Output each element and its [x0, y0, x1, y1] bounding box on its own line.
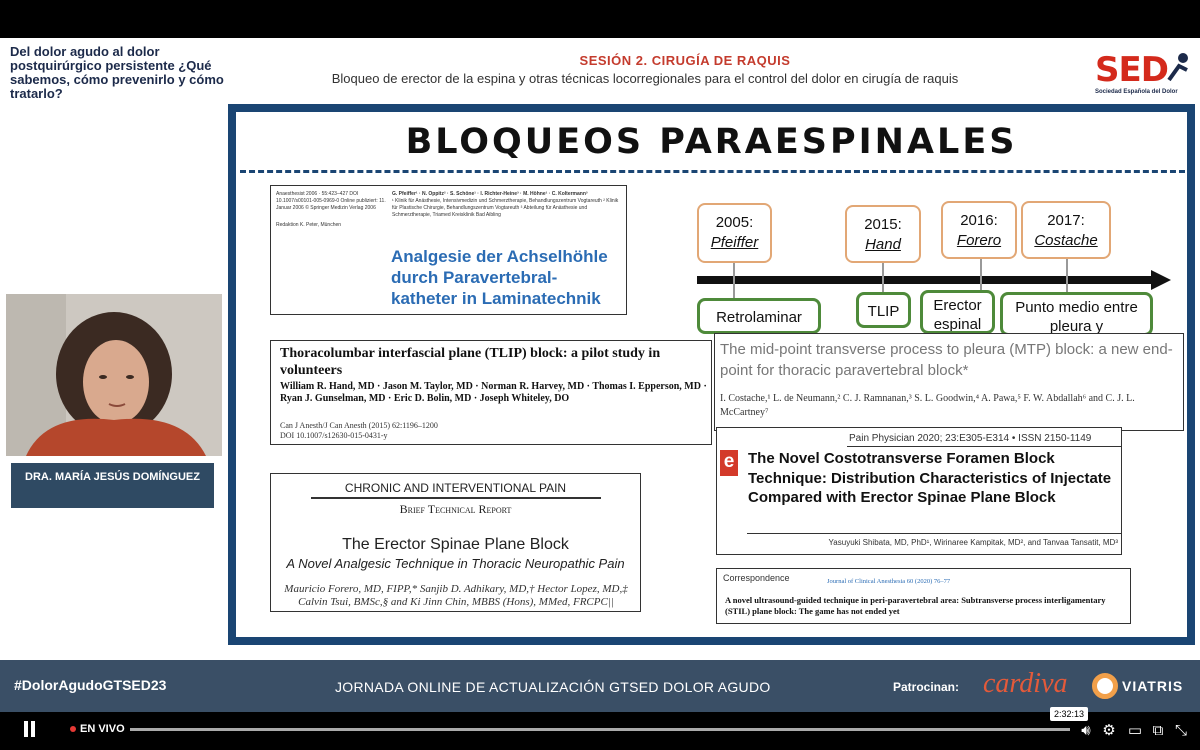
timeline-author: Costache: [1034, 232, 1098, 249]
slide-divider: [240, 170, 1185, 173]
timeline-year-2016: [941, 201, 1017, 259]
paper-title: Analgesie der Achselhöhle durch Paravertebral-katheter in Laminatechnik: [391, 247, 608, 308]
slide-title: BLOQUEOS PARAESPINALES: [405, 122, 1018, 162]
paper-section: CHRONIC AND INTERVENTIONAL PAIN: [344, 481, 567, 495]
paper-authors: Yasuyuki Shibata, MD, PhD¹, Wirinaree Kampitak, MD², and Tanvaa Tansatit, MD³: [828, 538, 1118, 547]
event-hashtag: #DolorAgudoGTSED23: [14, 677, 167, 693]
pip-icon[interactable]: ⧉: [1152, 721, 1164, 739]
miniplayer-icon[interactable]: ▭: [1127, 721, 1143, 739]
speaker-figure: [6, 294, 222, 456]
timeline-year-2015: [845, 205, 921, 263]
paper-title: The Erector Spinae Plane Block: [342, 536, 569, 553]
speaker-name-label: DRA. MARÍA JESÚS DOMÍNGUEZ: [11, 463, 214, 508]
timeline-year: 2017:: [1047, 212, 1085, 229]
timeline-stem: [980, 258, 982, 292]
paper-doi: DOI 10.1007/s12630-015-0431-y: [280, 431, 388, 440]
event-title: JORNADA ONLINE DE ACTUALIZACIÓN GTSED DOLOR AGUDO: [335, 679, 771, 695]
timeline-author: Hand: [865, 236, 901, 253]
time-tooltip: 2:32:13: [1050, 707, 1088, 721]
timeline-technique-retrolaminar: Retrolaminar: [697, 298, 821, 334]
timeline-author: Forero: [956, 232, 1002, 249]
fullscreen-exit-icon[interactable]: ⤡: [1174, 721, 1187, 739]
paper-meta: [276, 191, 386, 229]
volume-icon[interactable]: 🔊︎: [1081, 721, 1091, 739]
sponsor-label: Patrocinan:: [893, 680, 960, 694]
paper-rule: [747, 533, 1122, 534]
paper-title: The mid-point transverse process to pleura (MTP) block: a new end-point for thoracic paravertebral block*: [720, 341, 1173, 379]
session-title: SESIÓN 2. CIRUGÍA DE RAQUIS: [579, 53, 791, 68]
paper-costache: [714, 333, 1184, 431]
sed-logo-figure-icon: [1165, 52, 1191, 82]
sed-logo: [1095, 50, 1195, 98]
player-controls: [0, 712, 1200, 750]
paper-forero: [270, 473, 641, 612]
paper-rule: [847, 446, 1122, 447]
timeline-year: 2005:: [715, 214, 754, 231]
paper-shibata: [716, 427, 1122, 555]
paper-title: Thoracolumbar interfascial plane (TLIP) block: a pilot study in volunteers: [280, 346, 661, 378]
timeline-stem: [882, 262, 884, 294]
timeline-arrow-head-icon: [1151, 270, 1171, 290]
course-title: Del dolor agudo al dolor postquirúrgico persistente ¿Qué sabemos, cómo prevenirlo y cómo tratarlo?: [10, 44, 224, 101]
live-label[interactable]: EN VIVO: [80, 723, 125, 735]
paper-authors: Mauricio Forero, MD, FIPP,* Sanjib D. Adhikary, MD,† Hector Lopez, MD,‡ Calvin Tsui, BMSc,§ and Ki Jinn Chin, MBBS (Hons), MMed, FRCPC||: [284, 583, 628, 608]
paper-rule: [311, 497, 601, 499]
paper-meta-text: Anaesthesist 2006 · 55:423–427 DOI 10.1007/s00101-005-0969-0 Online publiziert: 11. Januar 2006 © Springer Medizin Verlag 2006: [276, 191, 386, 211]
journal-logo-icon: e: [720, 450, 738, 476]
paper-authors: I. Costache,¹ L. de Neumann,² C. J. Ramnanan,³ S. L. Goodwin,⁴ A. Pawa,⁵ F. W. Abdallah⁶ and C. J. L. McCartney⁷: [720, 393, 1135, 418]
paper-journal: Can J Anesth/J Can Anesth (2015) 62:1196–1200: [280, 421, 438, 430]
timeline-stem: [733, 262, 735, 300]
settings-icon[interactable]: ⚙: [1102, 721, 1116, 739]
paper-citation: [280, 421, 710, 441]
sed-logo-subtitle: Sociedad Española del Dolor: [1095, 89, 1178, 95]
timeline-arrow: [697, 276, 1155, 284]
session-subtitle: Bloqueo de erector de la espina y otras técnicas locorregionales para el control del dolor en cirugía de raquis: [331, 71, 959, 86]
paper-title: The Novel Costotransverse Foramen Block Technique: Distribution Characteristics of Injectate Compared with Erector Spinae Plane Block: [748, 450, 1112, 506]
paper-label: Correspondence: [723, 573, 790, 583]
paper-author-list: G. Pfeiffer¹ · N. Oppitz² · S. Schöne¹ · I. Richter-Heine³ · M. Höhne¹ · C. Koltermann³: [392, 191, 588, 197]
timeline-stem: [1066, 258, 1068, 294]
paper-journal: Pain Physician 2020; 23:E305-E314 • ISSN 2150-1149: [849, 433, 1092, 444]
paper-type: Brief Technical Report: [399, 502, 512, 516]
timeline-year: 2015:: [864, 216, 902, 233]
timeline-author: Pfeiffer: [710, 234, 759, 251]
paper-affiliations: ¹ Klinik für Anästhesie, Intensivmedizin und Schmerztherapie, Behandlungszentrum Vogtareuth ² Klinik für Plastische Chirurgie, Behandlungszentrum Vogtareuth ³ Abteilung für Anästhesie und Schmerztherapie, Triamed Kreisklinik Bad Aibling: [392, 198, 619, 218]
sed-logo-text: SED: [1095, 50, 1168, 90]
paper-subtitle: A Novel Analgesic Technique in Thoracic Neuropathic Pain: [286, 556, 625, 571]
paper-authors: William R. Hand, MD · Jason M. Taylor, MD · Norman R. Harvey, MD · Thomas I. Epperson, MD · Ryan J. Gunselman, MD · Eric D. Bolin, MD · Joseph Whiteley, DO: [280, 381, 707, 404]
paper-editor: Redaktion K. Peter, München: [276, 222, 342, 228]
timeline-year: 2016:: [960, 212, 998, 229]
progress-bar[interactable]: [130, 728, 1070, 731]
timeline-technique-tlip: TLIP: [856, 292, 911, 328]
paper-hand: [270, 340, 712, 445]
pause-icon[interactable]: [24, 721, 38, 737]
sponsor-cardiva-logo: cardiva: [983, 668, 1068, 699]
speaker-video: [6, 294, 222, 456]
paper-pfeiffer: [270, 185, 627, 315]
paper-authors: [392, 191, 622, 219]
paper-stil: [716, 568, 1131, 624]
timeline-year-2017: [1021, 201, 1111, 259]
viatris-logo-icon: [1092, 673, 1118, 699]
sponsor-viatris-logo: VIATRIS: [1122, 678, 1184, 694]
live-dot-icon: [70, 726, 76, 732]
timeline-technique-punto-medio: Punto medio entre pleura y: [1000, 292, 1153, 336]
timeline-technique-erector-espinal: Erector espinal: [920, 290, 995, 334]
timeline-year-2005: [697, 203, 772, 263]
paper-journal: Journal of Clinical Anesthesia 60 (2020) 76–77: [827, 578, 951, 585]
paper-title: A novel ultrasound-guided technique in peri-paravertebral area: Subtransverse process interligamentary (STIL) plane block: The game has not ended yet: [725, 595, 1106, 616]
